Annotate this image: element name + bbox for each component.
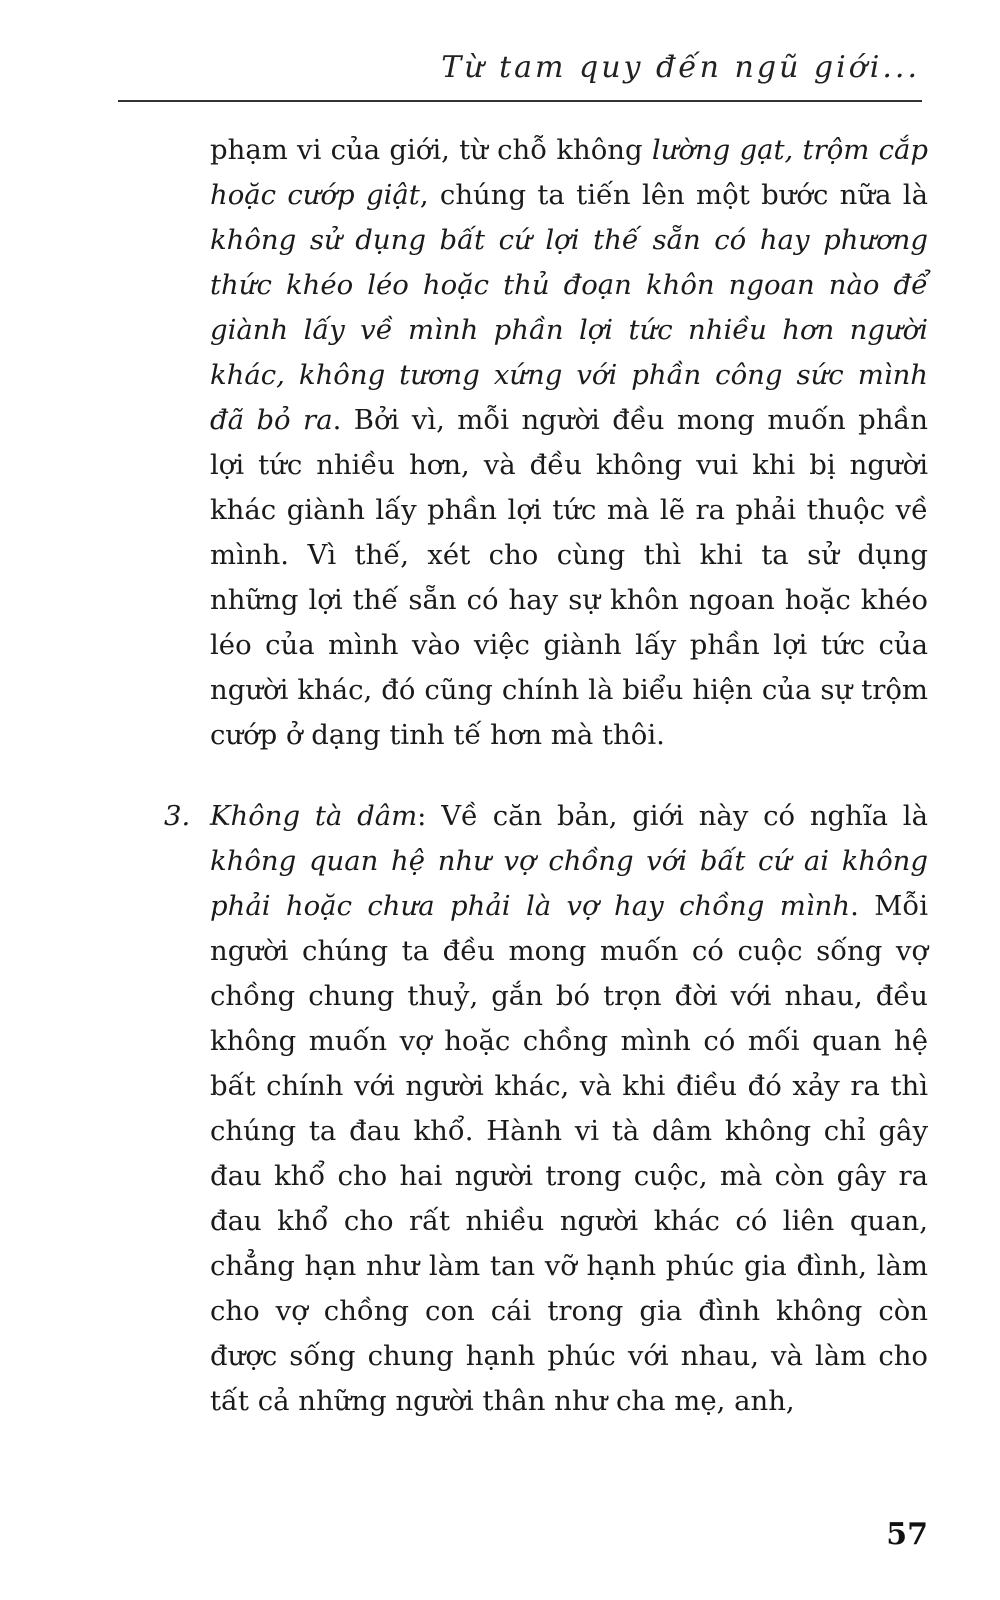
list-item-title: Không tà dâm — [210, 800, 418, 832]
paragraph-continuation — [210, 128, 928, 758]
text-run: phạm vi của giới, từ chỗ không — [210, 134, 652, 166]
text-run: , chúng ta tiến lên một bước nữa là — [419, 179, 928, 211]
italic-run: lường gạt, trộm cắp hoặc cướp giật — [210, 134, 929, 211]
italic-run: không sử dụng bất cứ lợi thế sẵn có hay phương thức khéo léo hoặc thủ đoạn khôn ngoan nào để giành lấy về mình phần lợi tức nhiều hơn người khác, không tương xứng với phần công sức mình đã bỏ ra — [210, 224, 928, 436]
list-item-3 — [164, 794, 928, 1424]
italic-run: không quan hệ như vợ chồng với bất cứ ai không phải hoặc chưa phải là vợ hay chồng mình — [210, 845, 928, 922]
header-divider — [118, 100, 922, 102]
running-header-title: Từ tam quy đến ngũ giới... — [441, 50, 920, 85]
page-number: 57 — [886, 1517, 928, 1552]
paragraph-text — [210, 128, 928, 758]
text-run: . Mỗi người chúng ta đều mong muốn có cuộc sống vợ chồng chung thuỷ, gắn bó trọn đời với nhau, đều không muốn vợ hoặc chồng mình có mối quan hệ bất chính với người khác, và khi điều đó xảy ra thì chúng ta đau khổ. Hành vi tà dâm không chỉ gây đau khổ cho hai người trong cuộc, mà còn gây ra đau khổ cho rất nhiều người khác có liên quan, chẳng hạn như làm tan vỡ hạnh phúc gia đình, làm cho vợ chồng con cái trong gia đình không còn được sống chung hạnh phúc với nhau, và làm cho tất cả những người thân như cha mẹ, anh, — [210, 890, 928, 1417]
list-item-text — [210, 794, 928, 1424]
text-run: : Về căn bản, giới này có nghĩa là — [417, 800, 928, 832]
text-run: . Bởi vì, mỗi người đều mong muốn phần lợi tức nhiều hơn, và đều không vui khi bị người khác giành lấy phần lợi tức mà lẽ ra phải thuộc về mình. Vì thế, xét cho cùng thì khi ta sử dụng những lợi thế sẵn có hay sự khôn ngoan hoặc khéo léo của mình vào việc giành lấy phần lợi tức của người khác, đó cũng chính là biểu hiện của sự trộm cướp ở dạng tinh tế hơn mà thôi. — [210, 404, 928, 751]
list-number: 3. — [164, 800, 191, 832]
